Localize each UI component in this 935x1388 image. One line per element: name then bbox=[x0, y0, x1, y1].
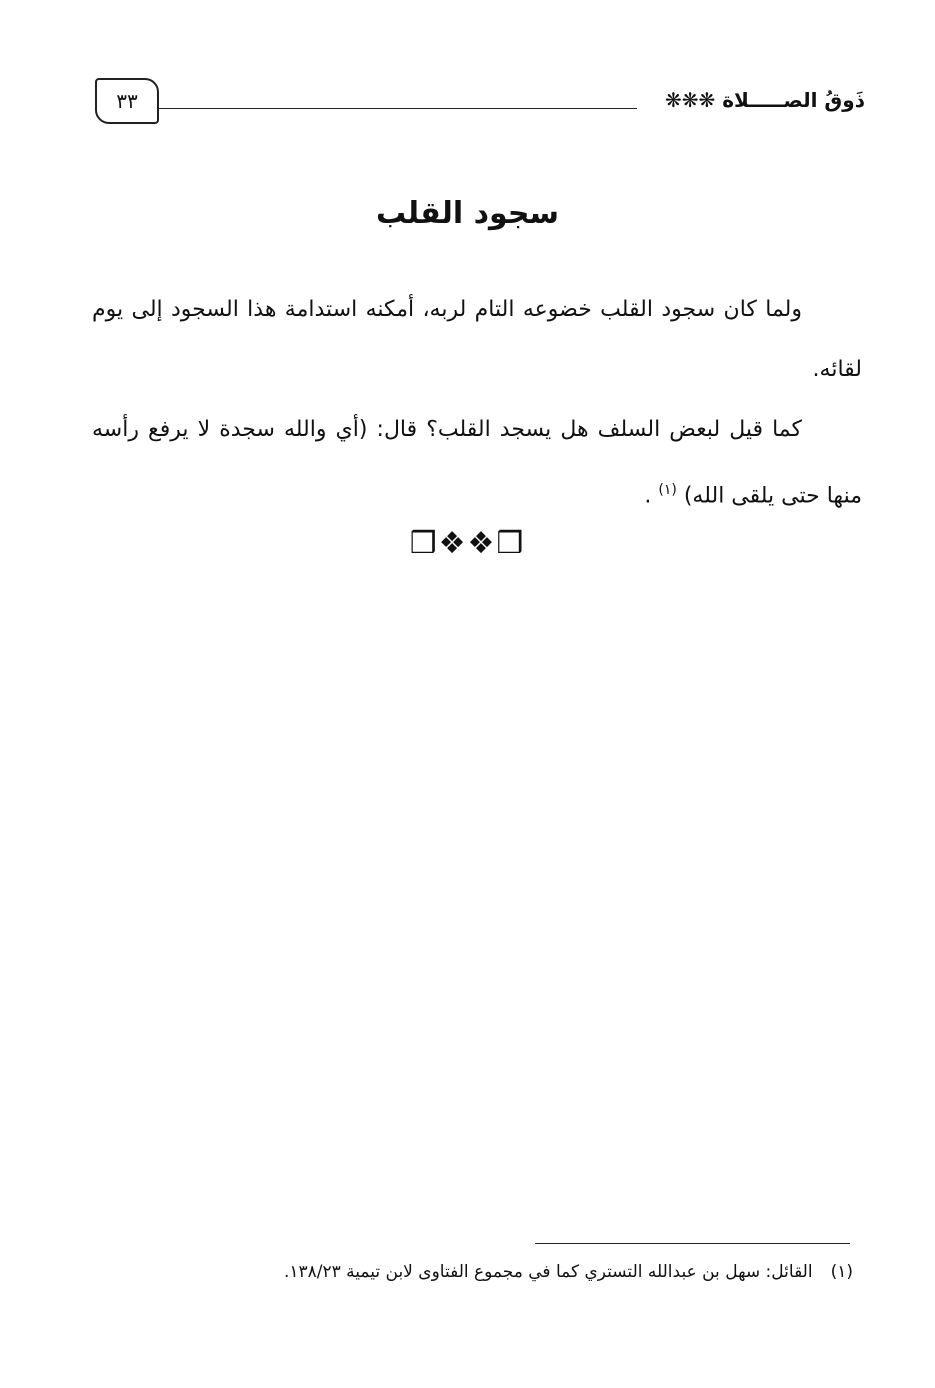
chapter-title: سجود القلب bbox=[376, 196, 559, 231]
footnote-text: القائل: سهل بن عبدالله التستري كما في مجموع الفتاوى لابن تيمية ١٣٨/٢٣. bbox=[283, 1262, 813, 1282]
page-number: ٣٣ bbox=[116, 89, 138, 113]
footnote-marker: (١) bbox=[830, 1262, 853, 1282]
header-rule bbox=[157, 108, 637, 109]
footnote bbox=[73, 1262, 853, 1282]
book-title: ذَوقُ الصـــــلاة ❋❋❋ bbox=[664, 88, 865, 112]
paragraph-2-text: كما قيل لبعض السلف هل يسجد القلب؟ قال: (أي والله سجدة لا يرفع رأسه منها حتى يلقى الله) bbox=[92, 417, 862, 509]
body-text bbox=[92, 280, 862, 526]
paragraph-1: ولما كان سجود القلب خضوعه التام لربه، أمكنه استدامة هذا السجود إلى يوم لقائه. bbox=[92, 297, 862, 382]
paragraph-2: كما قيل لبعض السلف هل يسجد القلب؟ قال: (أي والله سجدة لا يرفع رأسه منها حتى يلقى الله) $^{(١)}$ . bbox=[92, 417, 862, 509]
footnote-reference: (١) bbox=[658, 482, 677, 498]
footnote-rule bbox=[535, 1243, 850, 1244]
page-number-box bbox=[95, 78, 159, 124]
section-ornament: ❒❖❖❒ bbox=[409, 526, 526, 561]
page-header bbox=[95, 78, 865, 128]
